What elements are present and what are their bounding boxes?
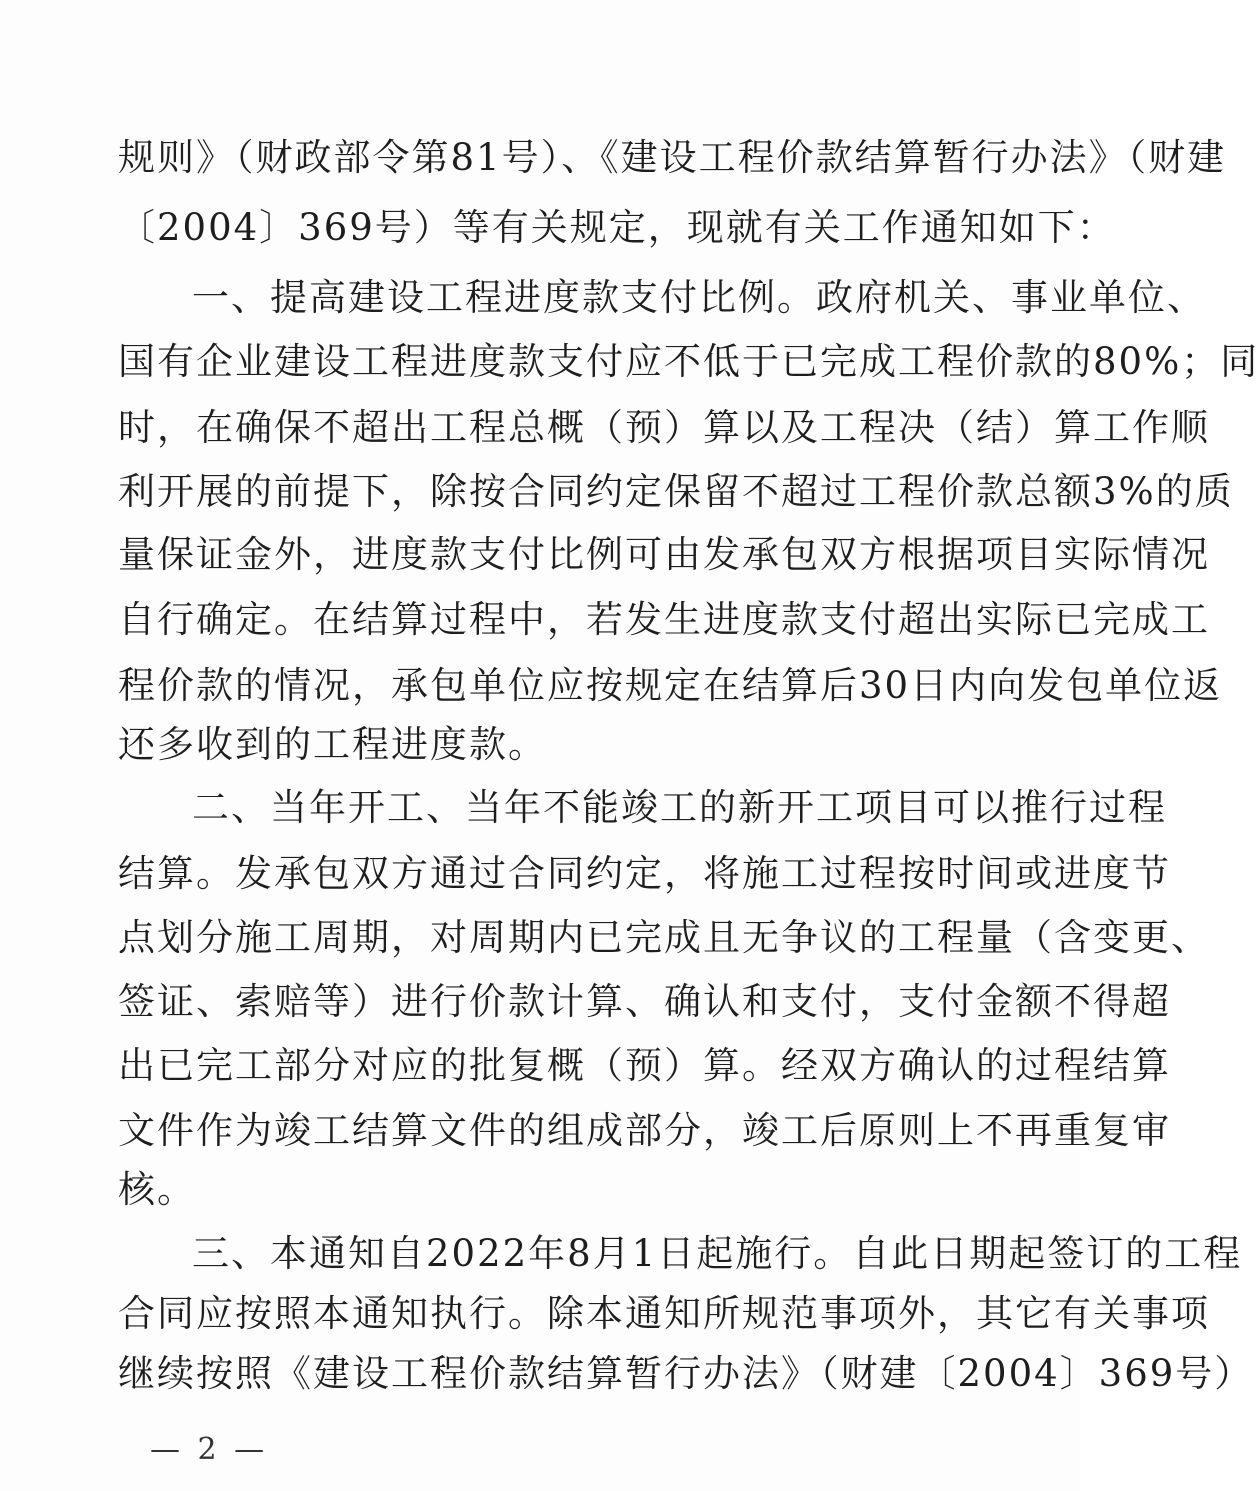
- paragraph-line: 文件作为竣工结算文件的组成部分，竣工后原则上不再重复审: [118, 1109, 1171, 1152]
- paragraph-line: 自行确定。在结算过程中，若发生进度款支付超出实际已完成工: [118, 598, 1210, 641]
- paragraph-line: 核。: [118, 1168, 196, 1211]
- paragraph-line: 还多收到的工程进度款。: [118, 723, 547, 766]
- paragraph-line: 出已完工部分对应的批复概（预）算。经双方确认的过程结算: [118, 1044, 1171, 1087]
- paragraph-line: 三、本通知自2022年8月1日起施行。自此日期起签订的工程: [192, 1232, 1243, 1275]
- paragraph-line: 点划分施工周期，对周期内已完成且无争议的工程量（含变更、: [118, 916, 1210, 959]
- paragraph-line: 继续按照《建设工程价款结算暂行办法》（财建〔2004〕369号）: [118, 1352, 1254, 1395]
- paragraph-line: 规则》（财政部令第81号）、《建设工程价款结算暂行办法》（财建: [118, 136, 1227, 179]
- paragraph-line: 时，在确保不超出工程总概（预）算以及工程决（结）算工作顺: [118, 406, 1210, 449]
- paragraph-line: 结算。发承包双方通过合同约定，将施工过程按时间或进度节: [118, 852, 1171, 895]
- page-number: — 2 —: [150, 1432, 269, 1467]
- paragraph-line: 〔2004〕369号）等有关规定，现就有关工作通知如下：: [118, 206, 1116, 249]
- paragraph-line: 程价款的情况，承包单位应按规定在结算后30日内向发包单位返: [118, 664, 1223, 707]
- paragraph-line: 利开展的前提下，除按合同约定保留不超过工程价款总额3%的质: [118, 470, 1234, 513]
- paragraph-line: 量保证金外，进度款支付比例可由发承包双方根据项目实际情况: [118, 533, 1210, 576]
- paragraph-line: 签证、索赔等）进行价款计算、确认和支付，支付金额不得超: [118, 980, 1171, 1023]
- paragraph-line: 国有企业建设工程进度款支付应不低于已完成工程价款的80%；同: [118, 340, 1259, 383]
- paragraph-line: 一、提高建设工程进度款支付比例。政府机关、事业单位、: [192, 276, 1206, 319]
- paragraph-line: 合同应按照本通知执行。除本通知所规范事项外，其它有关事项: [118, 1292, 1210, 1335]
- paragraph-line: 二、当年开工、当年不能竣工的新开工项目可以推行过程: [192, 786, 1167, 829]
